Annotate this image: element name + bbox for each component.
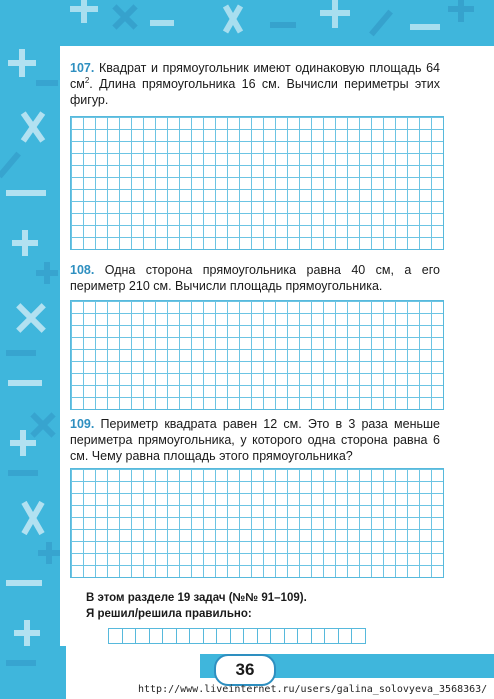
summary-line-1: В этом разделе 19 задач (№№ 91–109). <box>86 592 307 604</box>
answer-cell[interactable] <box>176 628 191 644</box>
answer-cell[interactable] <box>108 628 123 644</box>
task-number: 107. <box>70 61 95 75</box>
task-text: Одна сторона прямоугольника равна 40 см, а его периметр 210 см. Вычисли площадь прямоугольника. <box>70 263 440 293</box>
top-decorative-band <box>0 0 494 46</box>
task-109 <box>70 416 440 464</box>
math-symbols-pattern <box>0 0 494 46</box>
task-108 <box>70 262 440 294</box>
answer-cell[interactable] <box>351 628 366 644</box>
answer-cell[interactable] <box>135 628 150 644</box>
answer-cell[interactable] <box>162 628 177 644</box>
answer-cell[interactable] <box>311 628 326 644</box>
answer-cell[interactable] <box>122 628 137 644</box>
task-number: 109. <box>70 417 95 431</box>
answer-grid-107[interactable] <box>70 116 444 250</box>
answer-grid-109[interactable] <box>70 468 444 578</box>
answer-cell[interactable] <box>189 628 204 644</box>
task-text-continued: . Длина прямоугольника 16 см. Вычисли периметры этих фигур. <box>70 77 440 107</box>
answer-cell[interactable] <box>203 628 218 644</box>
answer-cell[interactable] <box>149 628 164 644</box>
task-text: Квадрат и прямоугольник имеют одинаковую площадь 64 см <box>70 61 440 91</box>
answer-cell[interactable] <box>297 628 312 644</box>
answer-cell[interactable] <box>338 628 353 644</box>
task-107 <box>70 60 440 108</box>
answer-grid-108[interactable] <box>70 300 444 410</box>
source-url: http://www.liveinternet.ru/users/galina_solovyeva_3568363/ <box>138 684 488 695</box>
superscript: 2 <box>84 75 90 85</box>
answer-cell[interactable] <box>270 628 285 644</box>
summary-line-2: Я решил/решила правильно: <box>86 608 252 620</box>
math-symbols-pattern-left <box>0 0 66 699</box>
page-number: 36 <box>214 654 276 686</box>
answer-cell[interactable] <box>230 628 245 644</box>
answer-cell[interactable] <box>324 628 339 644</box>
answer-cell[interactable] <box>243 628 258 644</box>
solved-count-cells[interactable] <box>108 628 365 644</box>
task-number: 108. <box>70 263 95 277</box>
answer-cell[interactable] <box>284 628 299 644</box>
left-decorative-border <box>0 0 66 699</box>
answer-cell[interactable] <box>257 628 272 644</box>
task-text: Периметр квадрата равен 12 см. Это в 3 раза меньше периметра прямоугольника, у которого одна сторона равна 6 см. Чему равна площадь этого прямоугольника? <box>70 417 440 463</box>
answer-cell[interactable] <box>216 628 231 644</box>
